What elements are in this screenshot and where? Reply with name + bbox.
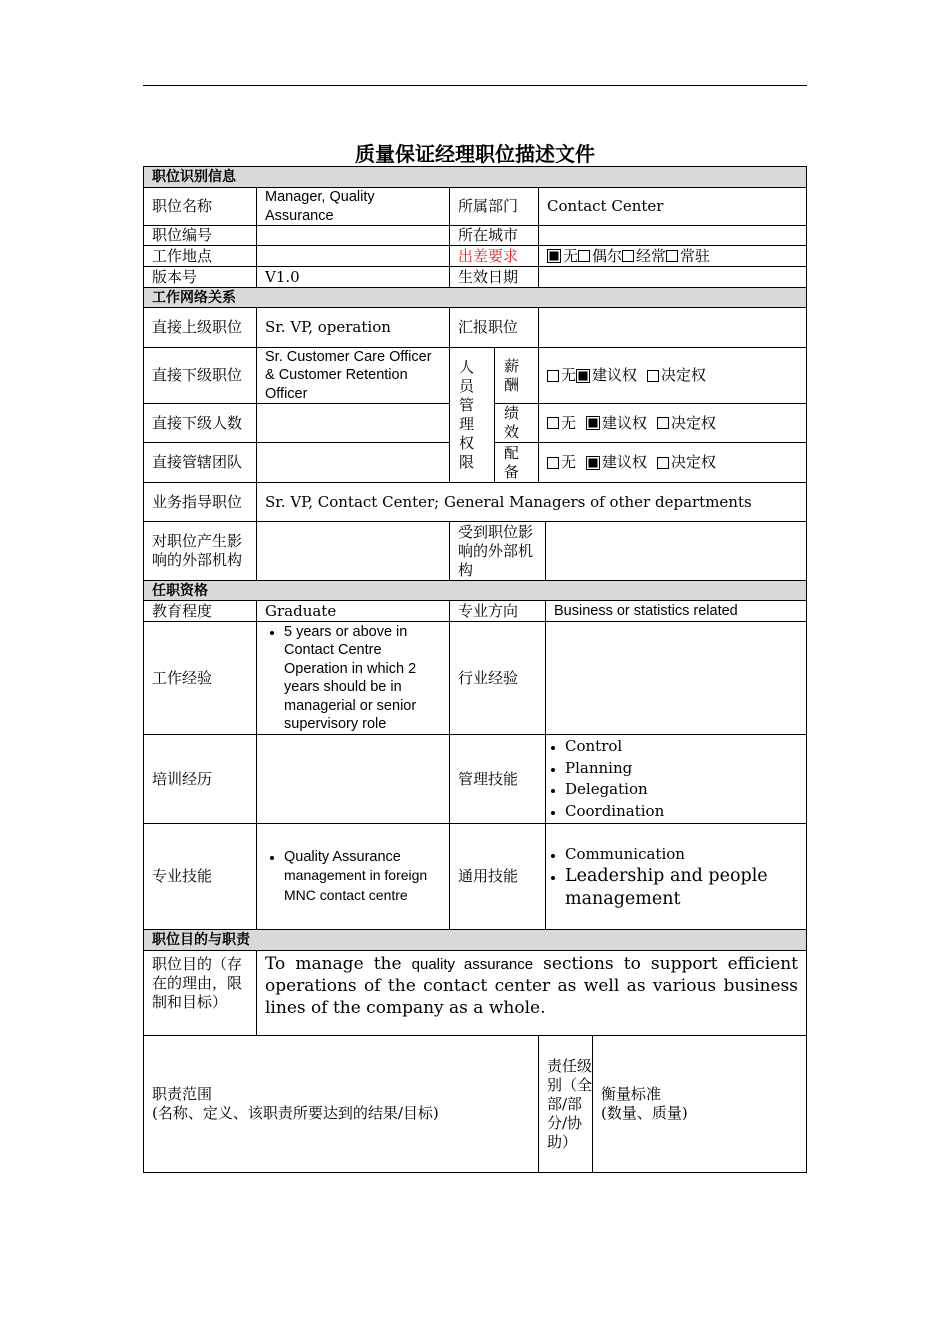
team-value	[257, 443, 450, 483]
industry-exp-value	[546, 622, 806, 735]
pro-skills-label: 专业技能	[144, 824, 257, 930]
position-no-value	[257, 226, 450, 246]
travel-checkbox-occasional[interactable]	[578, 250, 590, 262]
general-skills-list	[548, 843, 798, 911]
performance-option-decide: 决定权	[671, 413, 717, 432]
city-value	[539, 226, 806, 246]
ext-affecting-label: 对职位产生影响的外部机构	[144, 522, 257, 581]
document-title: 质量保证经理职位描述文件	[355, 142, 595, 166]
authority-label-text: 人员管理权限	[459, 358, 475, 471]
performance-checkbox-suggest[interactable]	[586, 416, 600, 430]
allocation-authority-options	[539, 443, 806, 483]
mgmt-skill-item: • Planning	[565, 758, 664, 780]
allocation-option-suggest: 建议权	[602, 453, 648, 471]
purpose-label: 职位目的（存在的理由，限制和目标）	[144, 951, 257, 1036]
position-name-label: 职位名称	[144, 188, 257, 226]
superior-label: 直接上级职位	[144, 308, 257, 348]
salary-authority-options	[539, 348, 806, 404]
version-label: 版本号	[144, 267, 257, 288]
work-exp-item: • 5 years or above in Contact Centre Operation in which 2 years should be in managerial or senior supervisory role	[284, 623, 441, 734]
purpose-value	[257, 951, 806, 1036]
effective-date-label: 生效日期	[450, 267, 539, 288]
allocation-option-none: 无	[561, 453, 577, 471]
section-qualification-header: 任职资格	[144, 581, 806, 601]
work-exp-value	[257, 622, 450, 735]
position-no-label: 职位编号	[144, 226, 257, 246]
section-network-header: 工作网络关系	[144, 288, 806, 308]
measure-label	[593, 1036, 806, 1173]
section-identity-header: 职位识别信息	[144, 167, 806, 188]
salary-checkbox-none[interactable]	[547, 370, 559, 382]
salary-option-none: 无	[561, 366, 577, 384]
education-value: Graduate	[257, 601, 450, 622]
performance-checkbox-none[interactable]	[547, 417, 559, 429]
report-label: 汇报职位	[450, 308, 539, 348]
salary-option-suggest: 建议权	[592, 366, 638, 384]
allocation-option-decide: 决定权	[671, 453, 717, 471]
performance-checkbox-decide[interactable]	[657, 417, 669, 429]
purpose-text-part1: To manage the	[265, 954, 402, 974]
general-skill-item: • Leadership and people management	[565, 865, 798, 911]
travel-options	[539, 246, 806, 267]
work-exp-list	[265, 623, 441, 734]
measure-label-desc: (数量、质量)	[601, 1104, 688, 1122]
education-label: 教育程度	[144, 601, 257, 622]
general-skills-value	[546, 824, 806, 930]
salary-checkbox-suggest[interactable]	[576, 369, 590, 383]
pro-skill-item	[284, 848, 441, 906]
level-label: 责任级别（全部/部分/协助）	[539, 1036, 593, 1173]
scope-label	[144, 1036, 539, 1173]
subordinate-label: 直接下级职位	[144, 348, 257, 404]
mgmt-skills-value	[546, 735, 806, 824]
guidance-value: Sr. VP, Contact Center; General Managers of other departments	[257, 483, 806, 522]
sub-count-label: 直接下级人数	[144, 404, 257, 443]
scope-label-desc: (名称、定义、该职责所要达到的结果/目标)	[152, 1104, 439, 1122]
location-value	[257, 246, 450, 267]
team-label: 直接管辖团队	[144, 443, 257, 483]
travel-option-frequent: 经常	[636, 246, 667, 265]
travel-option-occasional: 偶尔	[592, 246, 623, 265]
pro-skill-part1: Quality Assurance	[284, 848, 401, 865]
mgmt-skill-item: • Delegation	[565, 779, 664, 801]
version-value: V1.0	[257, 267, 450, 288]
pro-skills-value	[257, 824, 450, 930]
travel-checkbox-resident[interactable]	[666, 250, 678, 262]
industry-exp-label: 行业经验	[450, 622, 546, 735]
city-label: 所在城市	[450, 226, 539, 246]
performance-option-suggest: 建议权	[602, 413, 648, 432]
salary-label	[495, 348, 539, 404]
work-exp-label: 工作经验	[144, 622, 257, 735]
salary-label-text: 薪酬	[504, 356, 520, 394]
department-value: Contact Center	[539, 188, 806, 226]
mgmt-skills-label: 管理技能	[450, 735, 546, 824]
subordinate-value: Sr. Customer Care Officer & Customer Retention Officer	[257, 348, 450, 404]
mgmt-skills-list	[548, 736, 664, 822]
general-skill-item: • Communication	[565, 843, 798, 865]
performance-option-none: 无	[561, 413, 577, 432]
report-value	[539, 308, 806, 348]
performance-authority-options	[539, 404, 806, 443]
travel-option-none: 无	[563, 246, 579, 265]
training-value	[257, 735, 450, 824]
purpose-text-part2: quality assurance	[411, 956, 534, 973]
mgmt-skill-item: • Control	[565, 736, 664, 758]
authority-label	[450, 348, 495, 483]
location-label: 工作地点	[144, 246, 257, 267]
scope-label-title: 职责范围	[152, 1085, 213, 1103]
travel-label: 出差要求	[450, 246, 539, 267]
general-skills-label: 通用技能	[450, 824, 546, 930]
measure-label-title: 衡量标准	[601, 1085, 662, 1103]
effective-date-value	[539, 267, 806, 288]
travel-option-resident: 常驻	[680, 246, 711, 265]
ext-affecting-value	[257, 522, 450, 581]
allocation-label-text: 配备	[504, 443, 520, 481]
sub-count-value	[257, 404, 450, 443]
ext-affected-value	[546, 522, 806, 581]
performance-label	[495, 404, 539, 443]
salary-checkbox-decide[interactable]	[647, 370, 659, 382]
performance-label-text: 绩效	[504, 404, 520, 441]
allocation-label	[495, 443, 539, 483]
major-value: Business or statistics related	[546, 601, 806, 622]
job-description-table	[143, 166, 807, 1173]
ext-affected-label: 受到职位影响的外部机构	[450, 522, 546, 581]
department-label: 所属部门	[450, 188, 539, 226]
travel-checkbox-frequent[interactable]	[622, 250, 634, 262]
mgmt-skill-item: • Coordination	[565, 801, 664, 823]
purpose-text	[265, 953, 798, 1019]
section-purpose-header: 职位目的与职责	[144, 930, 806, 951]
travel-checkbox-none[interactable]	[547, 249, 561, 263]
allocation-checkbox-suggest[interactable]	[586, 456, 600, 470]
purpose-text-part3: sections to support efficient operations of the contact center as well as various business lines of the company as a whole.	[265, 954, 798, 1018]
guidance-label: 业务指导职位	[144, 483, 257, 522]
position-name-value: Manager, Quality Assurance	[257, 188, 450, 226]
allocation-checkbox-none[interactable]	[547, 457, 559, 469]
salary-option-decide: 决定权	[661, 366, 707, 384]
superior-value: Sr. VP, operation	[257, 308, 450, 348]
major-label: 专业方向	[450, 601, 546, 622]
pro-skills-list	[265, 848, 441, 906]
header-rule	[143, 85, 807, 86]
training-label: 培训经历	[144, 735, 257, 824]
allocation-checkbox-decide[interactable]	[657, 457, 669, 469]
pro-skill-part2: management in foreign MNC contact centre	[284, 867, 428, 903]
